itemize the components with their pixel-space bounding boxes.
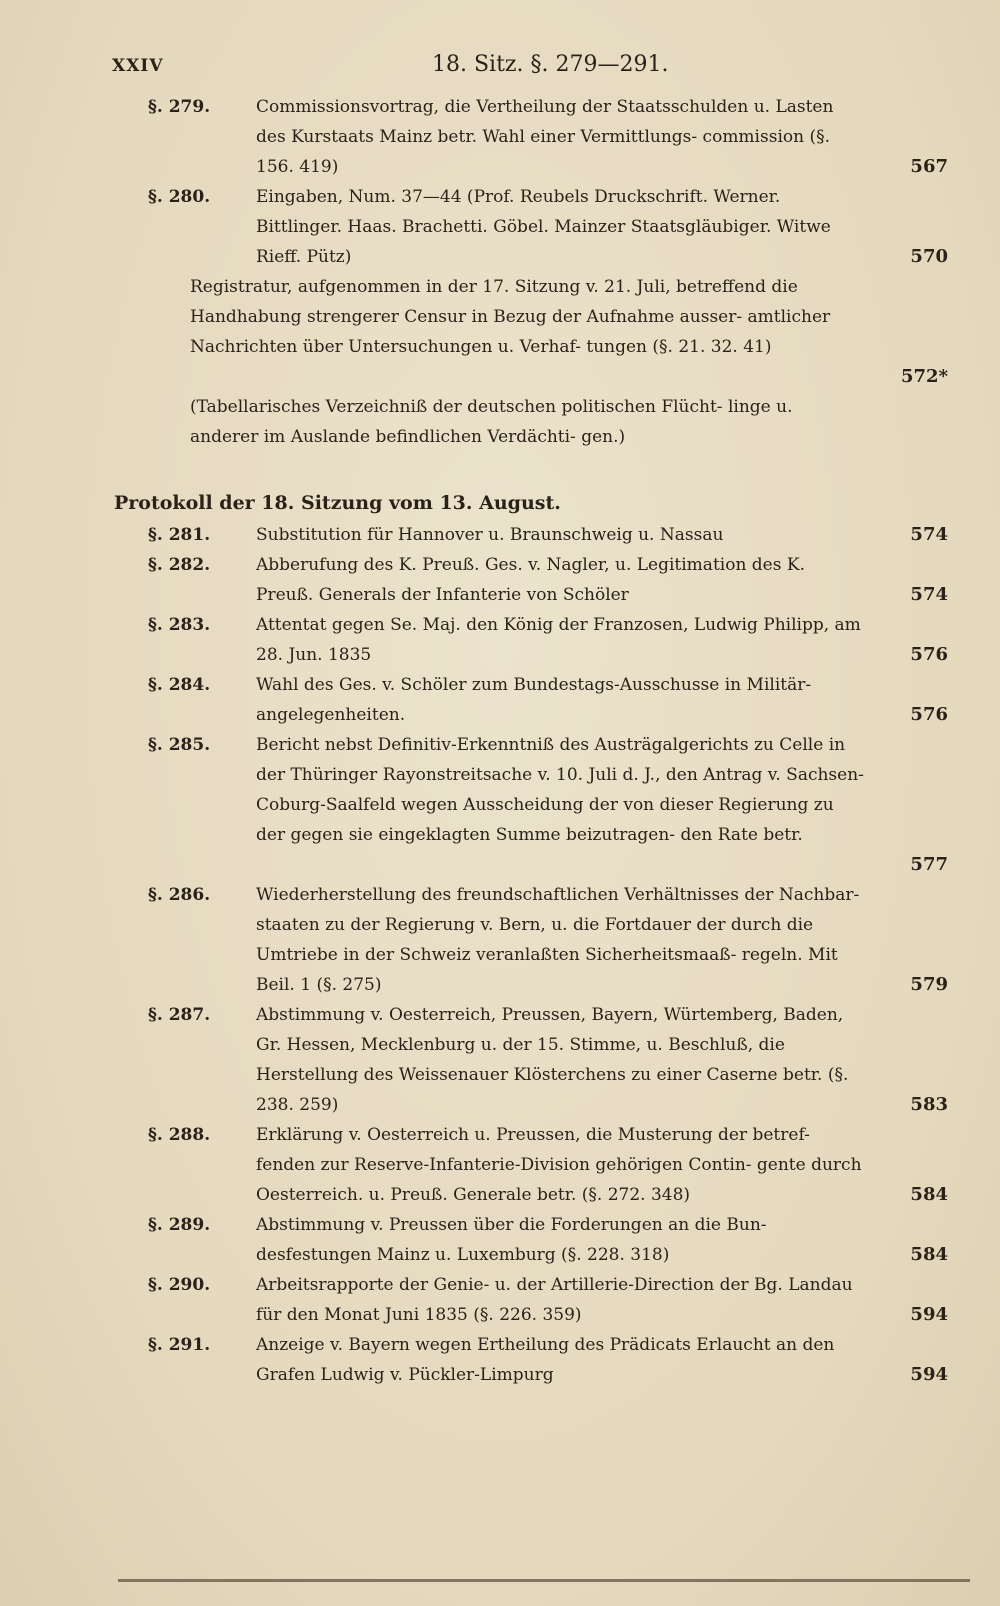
entry-text: Bericht nebst Definitiv-Erkenntniß des Austrägalgerichts zu Celle in der Thüringer Rayonstreitsache v. 10. Juli d. J., den Antrag v. Sachsen-Coburg-Saalfeld wegen Ausscheidung der von dieser Regierung zu der gegen sie eingeklagten Summe beizutragen- den Rate betr. — [256, 735, 864, 845]
toc-entry — [0, 1270, 1000, 1330]
toc-entry — [0, 610, 1000, 670]
section-number: §. 279. — [148, 97, 211, 117]
entry-text: Arbeitsrapporte der Genie- u. der Artillerie-Direction der Bg. Landau für den Monat Juni 1835 (§. 226. 359) — [256, 1275, 853, 1325]
entry-text: Commissionsvortrag, die Vertheilung der Staatsschulden u. Lasten des Kurstaats Mainz betr. Wahl einer Vermittlungs- commission (§. 156. 419) — [256, 97, 834, 177]
section-number: §. 291. — [148, 1335, 211, 1355]
page-edge-rule — [118, 1579, 970, 1582]
toc-entry — [0, 1330, 1000, 1390]
entry-text: Eingaben, Num. 37—44 (Prof. Reubels Druckschrift. Werner. Bittlinger. Haas. Brachetti. Göbel. Mainzer Staatsgläubiger. Witwe Rieff. Pütz) — [256, 187, 831, 267]
table-of-contents — [0, 92, 1000, 1390]
toc-entry — [0, 550, 1000, 610]
page-reference: 584 — [910, 1184, 948, 1205]
entry-text: Substitution für Hannover u. Braunschweig u. Nassau — [256, 525, 724, 545]
page-reference: 574 — [910, 584, 948, 605]
registratur-note-text: (Tabellarisches Verzeichniß der deutschen politischen Flücht- linge u. anderer im Auslande befindlichen Verdächti- gen.) — [190, 397, 793, 447]
toc-entry — [0, 1210, 1000, 1270]
page-reference: 584 — [910, 1244, 948, 1265]
page-reference: 572* — [901, 366, 948, 387]
page-reference: 570 — [910, 246, 948, 267]
section-number: §. 286. — [148, 885, 211, 905]
toc-entry — [0, 670, 1000, 730]
section-number: §. 290. — [148, 1275, 211, 1295]
toc-entry — [0, 92, 1000, 182]
entry-text: Abstimmung v. Preussen über die Forderungen an die Bun- desfestungen Mainz u. Luxemburg (§. 228. 318) — [256, 1215, 767, 1265]
section-number: §. 282. — [148, 555, 211, 575]
protocol-heading: Protokoll der 18. Sitzung vom 13. August. — [114, 492, 561, 514]
folio-number: XXIV — [112, 56, 164, 76]
section-number: §. 284. — [148, 675, 211, 695]
page-reference: 567 — [910, 156, 948, 177]
entry-text: Anzeige v. Bayern wegen Ertheilung des Prädicats Erlaucht an den Grafen Ludwig v. Pückler-Limpurg — [256, 1335, 835, 1385]
section-number: §. 285. — [148, 735, 211, 755]
section-number: §. 287. — [148, 1005, 211, 1025]
registratur-note — [0, 392, 1000, 482]
entry-text: Erklärung v. Oesterreich u. Preussen, die Musterung der betref- fenden zur Reserve-Infanterie-Division gehörigen Contin- gente durch Oesterreich. u. Preuß. Generale betr. (§. 272. 348) — [256, 1125, 862, 1205]
page-reference: 576 — [910, 704, 948, 725]
section-number: §. 280. — [148, 187, 211, 207]
toc-entry — [0, 1000, 1000, 1120]
section-number: §. 289. — [148, 1215, 211, 1235]
page-reference: 576 — [910, 644, 948, 665]
section-number: §. 288. — [148, 1125, 211, 1145]
page-reference: 594 — [910, 1304, 948, 1325]
page-reference: 577 — [910, 854, 948, 875]
toc-entry — [0, 182, 1000, 272]
page-reference: 583 — [910, 1094, 948, 1115]
page-header — [112, 52, 960, 82]
section-number: §. 281. — [148, 525, 211, 545]
section-number: §. 283. — [148, 615, 211, 635]
toc-entry — [0, 730, 1000, 880]
toc-entry — [0, 1120, 1000, 1210]
running-title: 18. Sitz. §. 279—291. — [432, 52, 669, 77]
toc-entry — [0, 880, 1000, 1000]
entry-text: Wiederherstellung des freundschaftlichen Verhältnisses der Nachbar- staaten zu der Regierung v. Bern, u. die Fortdauer der durch die Umtriebe in der Schweiz veranlaßten Sicherheitsmaaß- regeln. Mit Beil. 1 (§. 275) — [256, 885, 860, 995]
toc-entry — [0, 520, 1000, 550]
entry-text: Wahl des Ges. v. Schöler zum Bundestags-Ausschusse in Militär- angelegenheiten. — [256, 675, 812, 725]
registratur-entry — [0, 272, 1000, 392]
page-reference: 574 — [910, 524, 948, 545]
registratur-text: Registratur, aufgenommen in der 17. Sitzung v. 21. Juli, betreffend die Handhabung strengerer Censur in Bezug der Aufnahme ausser- amtlicher Nachrichten über Untersuchungen u. Verhaf- tungen (§. 21. 32. 41) — [190, 277, 831, 357]
page-reference: 579 — [910, 974, 948, 995]
entry-text: Abberufung des K. Preuß. Ges. v. Nagler, u. Legitimation des K. Preuß. Generals der Infanterie von Schöler — [256, 555, 805, 605]
entry-text: Abstimmung v. Oesterreich, Preussen, Bayern, Würtemberg, Baden, Gr. Hessen, Mecklenburg u. der 15. Stimme, u. Beschluß, die Herstellung des Weissenauer Klösterchens zu einer Caserne betr. (§. 238. 259) — [256, 1005, 849, 1115]
entry-text: Attentat gegen Se. Maj. den König der Franzosen, Ludwig Philipp, am 28. Jun. 1835 — [256, 615, 861, 665]
page-reference: 594 — [910, 1364, 948, 1385]
